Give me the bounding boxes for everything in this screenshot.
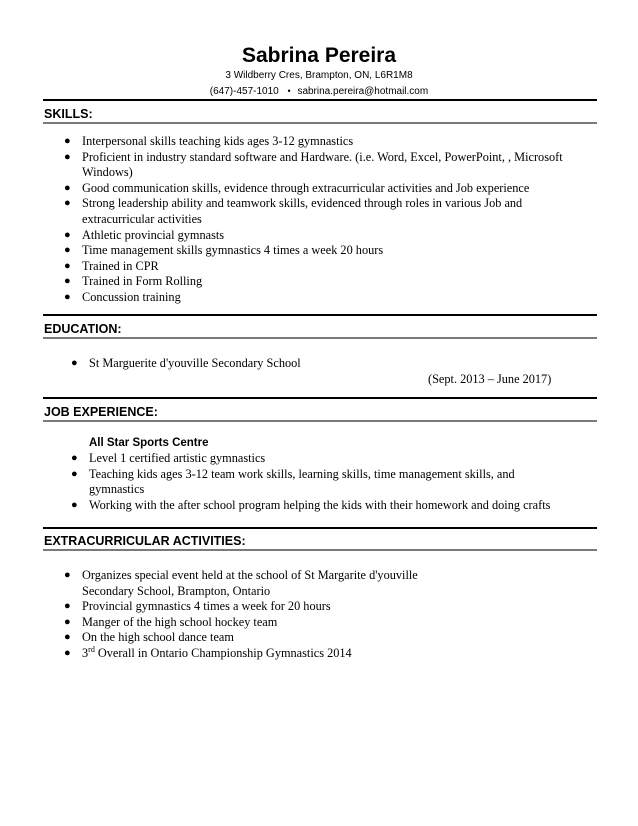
email-address: sabrina.pereira@hotmail.com	[297, 86, 429, 97]
education-top-rule	[43, 314, 597, 316]
list-item: ● 3rd Overall in Ontario Championship Gymnastics 2014	[64, 644, 352, 660]
bullet-icon: ●	[71, 467, 78, 480]
bullet-icon: ●	[64, 181, 71, 194]
bullet-icon: ●	[71, 498, 78, 511]
list-item: ● Strong leadership ability and teamwork skills, evidenced through roles in various Job and extracurricular activities	[64, 196, 523, 226]
bullet-icon: ●	[64, 290, 71, 303]
list-item: ● Athletic provincial gymnasts	[64, 227, 225, 242]
bullet-icon: ●	[64, 150, 71, 163]
bullet-icon: ●	[64, 135, 71, 147]
skills-heading: SKILLS:	[43, 104, 597, 124]
bullet-icon: ●	[64, 197, 71, 210]
education-dates: (Sept. 2013 – June 2017)	[428, 372, 552, 386]
list-item: ● Provincial gymnastics 4 times a week for 20 hours	[64, 599, 331, 614]
bullet-icon: ●	[64, 631, 71, 644]
contact-line	[0, 85, 638, 98]
phone-number: (647)-457-1010	[209, 86, 279, 97]
job-list	[71, 451, 564, 513]
list-item: ● Concussion training	[64, 289, 181, 304]
education-list	[71, 356, 579, 372]
bullet-icon: ●	[71, 357, 78, 369]
address: 3 Wildberry Cres, Brampton, ON, L6R1M8	[225, 70, 413, 81]
bullet-icon: ●	[64, 569, 71, 581]
list-item: ● Good communication skills, evidence through extracurricular activities and Job experience	[64, 180, 530, 195]
list-item: ● Time management skills gymnastics 4 times a week 20 hours	[64, 243, 384, 258]
skills-list	[64, 134, 582, 306]
list-item: ● Teaching kids ages 3-12 team work skills, learning skills, time management skills, and gymnastics	[71, 466, 515, 497]
school-name: St Marguerite d'youville Secondary School	[89, 356, 301, 370]
list-item: ● Trained in CPR	[64, 258, 159, 273]
extracurricular-list	[64, 568, 582, 662]
list-item: ● Level 1 certified artistic gymnastics	[71, 451, 266, 465]
list-item: ● On the high school dance team	[64, 630, 234, 645]
job-top-rule	[43, 397, 597, 399]
extracurricular-top-rule	[43, 527, 597, 529]
bullet-icon: ●	[64, 228, 71, 241]
bullet-icon: ●	[64, 244, 71, 257]
list-item: ● Manger of the high school hockey team	[64, 614, 278, 629]
list-item: ● Organizes special event held at the school of St Margarite d'youville Secondary School, Brampton, Ontario	[64, 568, 418, 598]
list-item: ● Working with the after school program helping the kids with their homework and doing crafts	[71, 497, 551, 512]
bullet-icon: ●	[71, 452, 78, 464]
bullet-icon: ●	[64, 600, 71, 613]
employer-name: All Star Sports Centre	[89, 437, 209, 449]
extracurricular-heading: EXTRACURRICULAR ACTIVITIES:	[43, 531, 597, 551]
applicant-name: Sabrina Pereira	[241, 44, 397, 67]
job-heading: JOB EXPERIENCE:	[43, 402, 597, 422]
bullet-icon: ●	[64, 275, 71, 288]
list-item	[71, 356, 579, 372]
education-heading: EDUCATION:	[43, 319, 597, 339]
separator-bullet: •	[287, 86, 291, 96]
bullet-icon: ●	[64, 259, 71, 272]
list-item: ● Trained in Form Rolling	[64, 274, 203, 289]
bullet-icon: ●	[64, 615, 71, 628]
list-item: ● Interpersonal skills teaching kids ages 3-12 gymnastics	[64, 134, 354, 148]
skills-top-rule	[43, 99, 597, 101]
bullet-icon: ●	[64, 646, 71, 659]
list-item: ● Proficient in industry standard software and Hardware. (i.e. Word, Excel, PowerPoint, , Microsoft Windows)	[64, 149, 563, 180]
